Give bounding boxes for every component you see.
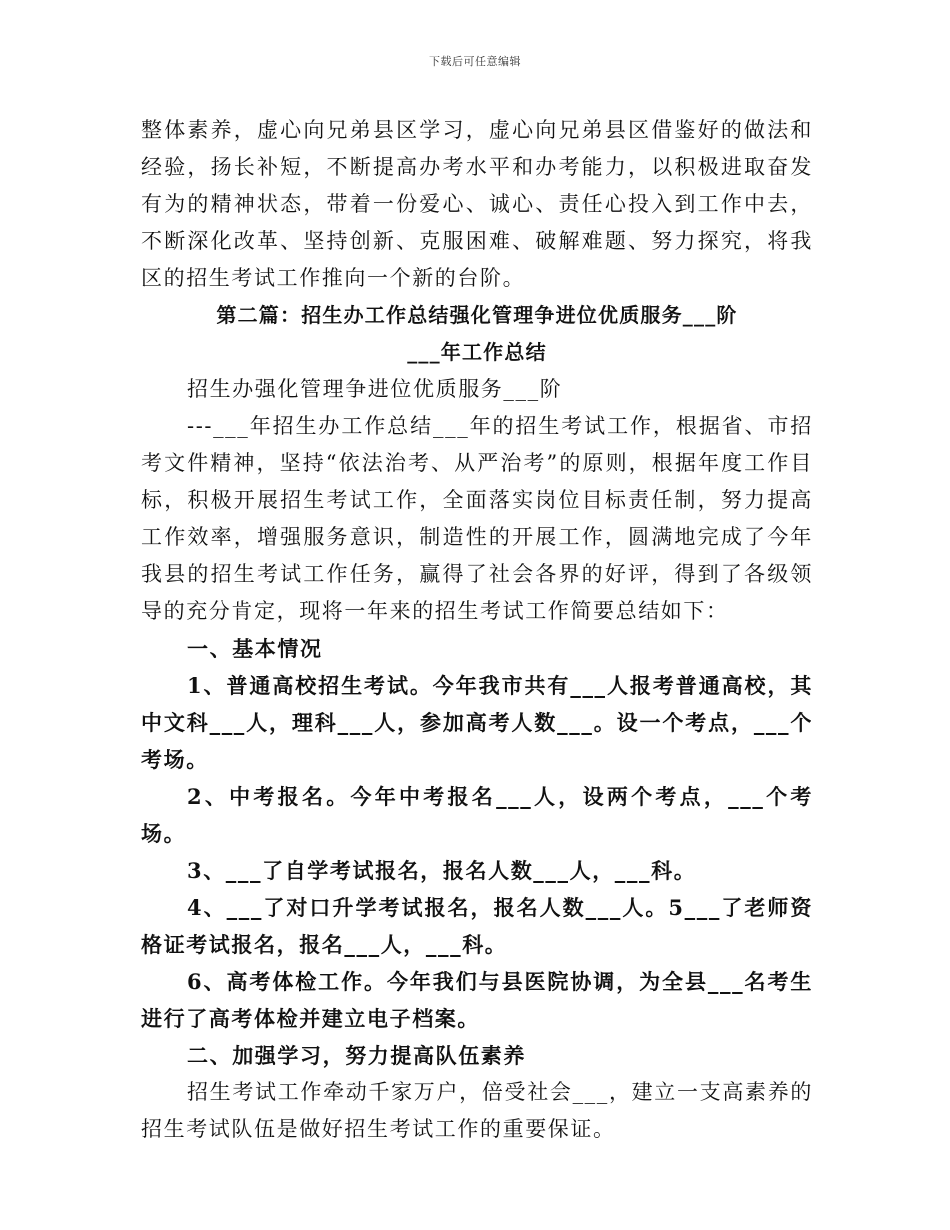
section-2-heading: 二、加强学习，努力提高队伍素养: [187, 1043, 526, 1068]
chapter-title-line-1: 第二篇：招生办工作总结强化管理争进位优质服务___阶: [216, 303, 738, 327]
list-item: 4、___了对口升学考试报名，报名人数___人。5___了老师资格证考试报名，报名___人，___科。: [141, 895, 813, 957]
chapter-title-line-2: ___年工作总结: [407, 340, 547, 364]
list-item: 1、普通高校招生考试。今年我市共有___人报考普通高校，其中文科___人，理科___人，参加高考人数___。设一个考点，___个考场。: [141, 673, 813, 772]
document-body: [141, 112, 813, 1148]
subtitle: 招生办强化管理争进位优质服务___阶: [187, 377, 563, 401]
summary-paragraph: ---___年招生办工作总结___年的招生考试工作，根据省、市招考文件精神，坚持“依法治考、从严治考”的原则，根据年度工作目标，积极开展招生考试工作，全面落实岗位目标责任制，努力提高工作效率，增强服务意识，制造性的开展工作，圆满地完成了今年我县的招生考试工作任务，赢得了社会各界的好评，得到了各级领导的充分肯定，现将一年来的招生考试工作简要总结如下：: [141, 414, 813, 623]
section-2-paragraph: 招生考试工作牵动千家万户，倍受社会___，建立一支高素养的招生考试队伍是做好招生考试工作的重要保证。: [141, 1080, 813, 1141]
list-item: 3、___了自学考试报名，报名人数___人，___科。: [187, 858, 697, 883]
list-item: 2、中考报名。今年中考报名___人，设两个考点，___个考场。: [141, 784, 813, 846]
intro-paragraph: 整体素养，虚心向兄弟县区学习，虚心向兄弟县区借鉴好的做法和经验，扬长补短，不断提高办考水平和办考能力，以积极进取奋发有为的精神状态，带着一份爱心、诚心、责任心投入到工作中去，不断深化改革、坚持创新、克服困难、破解难题、努力探究，将我区的招生考试工作推向一个新的台阶。: [141, 118, 813, 290]
list-item: 6、高考体检工作。今年我们与县医院协调，为全县___名考生进行了高考体检并建立电子档案。: [141, 969, 813, 1031]
page-header: 下载后可任意编辑: [429, 55, 521, 68]
section-1-heading: 一、基本情况: [187, 636, 323, 661]
